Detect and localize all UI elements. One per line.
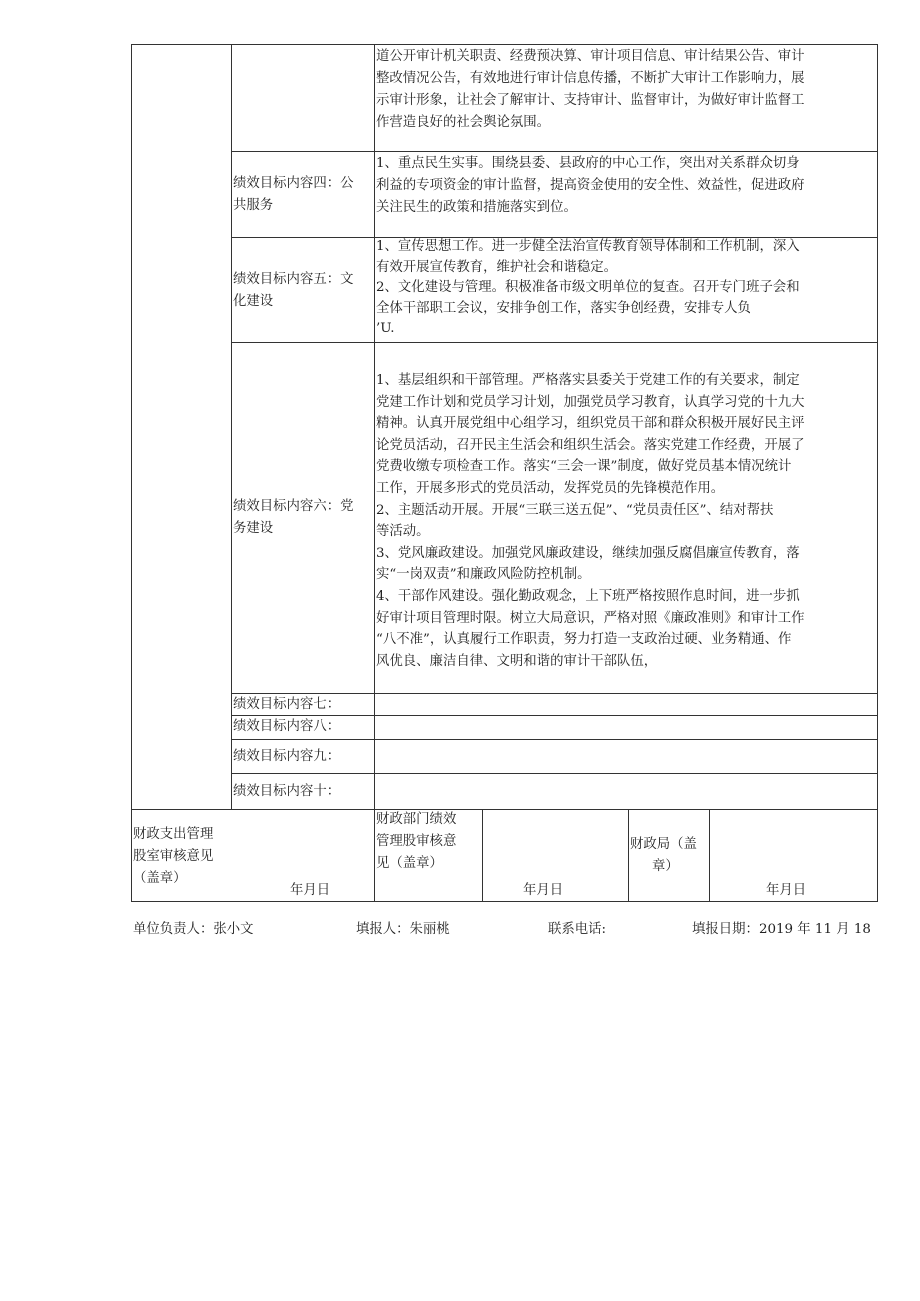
content-line: 道公开审计机关职责、经费预决算、审计项目信息、审计结果公告、审计 xyxy=(376,49,805,64)
contact-phone: 联系电话: xyxy=(548,922,607,937)
row-5-label xyxy=(233,269,375,313)
label-line: 化建设 xyxy=(233,294,274,309)
label-line: 财政部门绩效 xyxy=(376,812,457,827)
left-category-cell xyxy=(131,44,232,810)
row-10-content-cell xyxy=(374,773,878,810)
content-line: 整改情况公告，有效地进行审计信息传播，不断扩大审计工作影响力，展 xyxy=(376,71,805,86)
content-line: 风优良、廉洁自律、文明和谐的审计干部队伍， xyxy=(376,653,658,669)
content-line: 精神。认真开展党组中心组学习，组织党员干部和群众积极开展好民主评 xyxy=(376,416,805,432)
bureau-date: 年月日 xyxy=(766,883,807,898)
content-line: 作营造良好的社会舆论氛围。 xyxy=(376,115,551,130)
content-line: 等活动。 xyxy=(376,524,430,540)
row-0-content xyxy=(376,46,876,134)
content-line: 有效开展宣传教育，维护社会和谐稳定。 xyxy=(376,259,618,275)
label-line: 见（盖章） xyxy=(376,856,443,871)
content-line: 示审计形象，让社会了解审计、支持审计、监督审计，为做好审计监督工 xyxy=(376,93,805,108)
content-line: 3、党风廉政建设。加强党风廉政建设，继续加强反腐倡廉宣传教育，落 xyxy=(376,545,800,561)
row-7-content-cell xyxy=(374,693,878,716)
label-line: 共服务 xyxy=(233,198,274,213)
label-line: 章） xyxy=(652,859,679,874)
content-line: 1、宣传思想工作。进一步健全法治宣传教育领导体制和工作机制，深入 xyxy=(376,239,800,254)
label-line: （盖章） xyxy=(133,871,187,886)
label-line: 务建设 xyxy=(233,521,274,536)
bureau-label xyxy=(630,834,697,878)
row-6-content xyxy=(376,370,876,672)
content-line: 2、主题活动开展。开展“三联三送五促”、“党员责任区”、结对帮扶 xyxy=(376,502,774,518)
content-line: “八不准”，认真履行工作职责，努力打造一支政治过硬、业务精通、作 xyxy=(376,632,792,648)
content-line: 1、重点民生实事。围绕县委、县政府的中心工作，突出对关系群众切身 xyxy=(376,156,800,171)
content-line: 党费收缴专项检查工作。落实“三会一课”制度，做好党员基本情况统计 xyxy=(376,459,792,475)
unit-head: 单位负责人：张小文 xyxy=(133,922,254,937)
label-line: 管理股审核意 xyxy=(376,834,457,849)
content-line: ’U. xyxy=(376,321,395,336)
fill-date: 填报日期：2019 年 11 月 18 xyxy=(692,922,871,937)
label-line: 财政支出管理 xyxy=(133,827,214,842)
content-line: 论党员活动，召开民主生活会和组织生活会。落实党建工作经费，开展了 xyxy=(376,437,805,453)
content-line: 4、干部作风建设。强化勤政观念，上下班严格按照作息时间，进一步抓 xyxy=(376,588,800,604)
row-4-label xyxy=(233,173,375,217)
finance-mgmt-label xyxy=(133,824,213,890)
label-line: 股室审核意见 xyxy=(133,849,214,864)
row-0-label-cell xyxy=(231,44,375,152)
row-7-label: 绩效目标内容七： xyxy=(233,697,341,712)
content-line: 好审计项目管理时限。树立大局意识，严格对照《廉政准则》和审计工作 xyxy=(376,610,805,626)
content-line: 利益的专项资金的审计监督，提高资金使用的安全性、效益性，促进政府 xyxy=(376,178,805,193)
row-4-content xyxy=(376,153,876,219)
perf-dept-label xyxy=(376,809,456,875)
row-9-label: 绩效目标内容九： xyxy=(233,749,341,764)
row-6-label xyxy=(233,496,375,540)
content-line: 全体干部职工会议，安排争创工作，落实争创经费，安排专人负 xyxy=(376,300,751,316)
perf-dept-date: 年月日 xyxy=(523,883,564,898)
content-line: 2、文化建设与管理。积极准备市级文明单位的复查。召开专门班子会和 xyxy=(376,280,800,295)
label-line: 绩效目标内容五：文 xyxy=(233,272,354,287)
row-5-content xyxy=(376,237,876,340)
content-line: 党建工作计划和党员学习计划，加强党员学习教育，认真学习党的十九大 xyxy=(376,394,805,410)
label-line: 财政局（盖 xyxy=(630,837,697,852)
row-9-content-cell xyxy=(374,739,878,774)
content-line: 1、基层组织和干部管理。严格落实县委关于党建工作的有关要求，制定 xyxy=(376,373,800,388)
filler: 填报人：朱丽桃 xyxy=(356,922,450,937)
row-10-label: 绩效目标内容十： xyxy=(233,784,341,799)
row-8-content-cell xyxy=(374,715,878,740)
label-line: 绩效目标内容六：党 xyxy=(233,499,354,514)
row-8-label: 绩效目标内容八： xyxy=(233,719,341,734)
label-line: 绩效目标内容四：公 xyxy=(233,176,354,191)
content-line: 实“一岗双责”和廉政风险防控机制。 xyxy=(376,567,591,583)
content-line: 关注民生的政策和措施落实到位。 xyxy=(376,200,577,215)
content-line: 工作，开展多形式的党员活动，发挥党员的先锋模范作用。 xyxy=(376,480,725,496)
finance-mgmt-date: 年月日 xyxy=(290,883,331,898)
